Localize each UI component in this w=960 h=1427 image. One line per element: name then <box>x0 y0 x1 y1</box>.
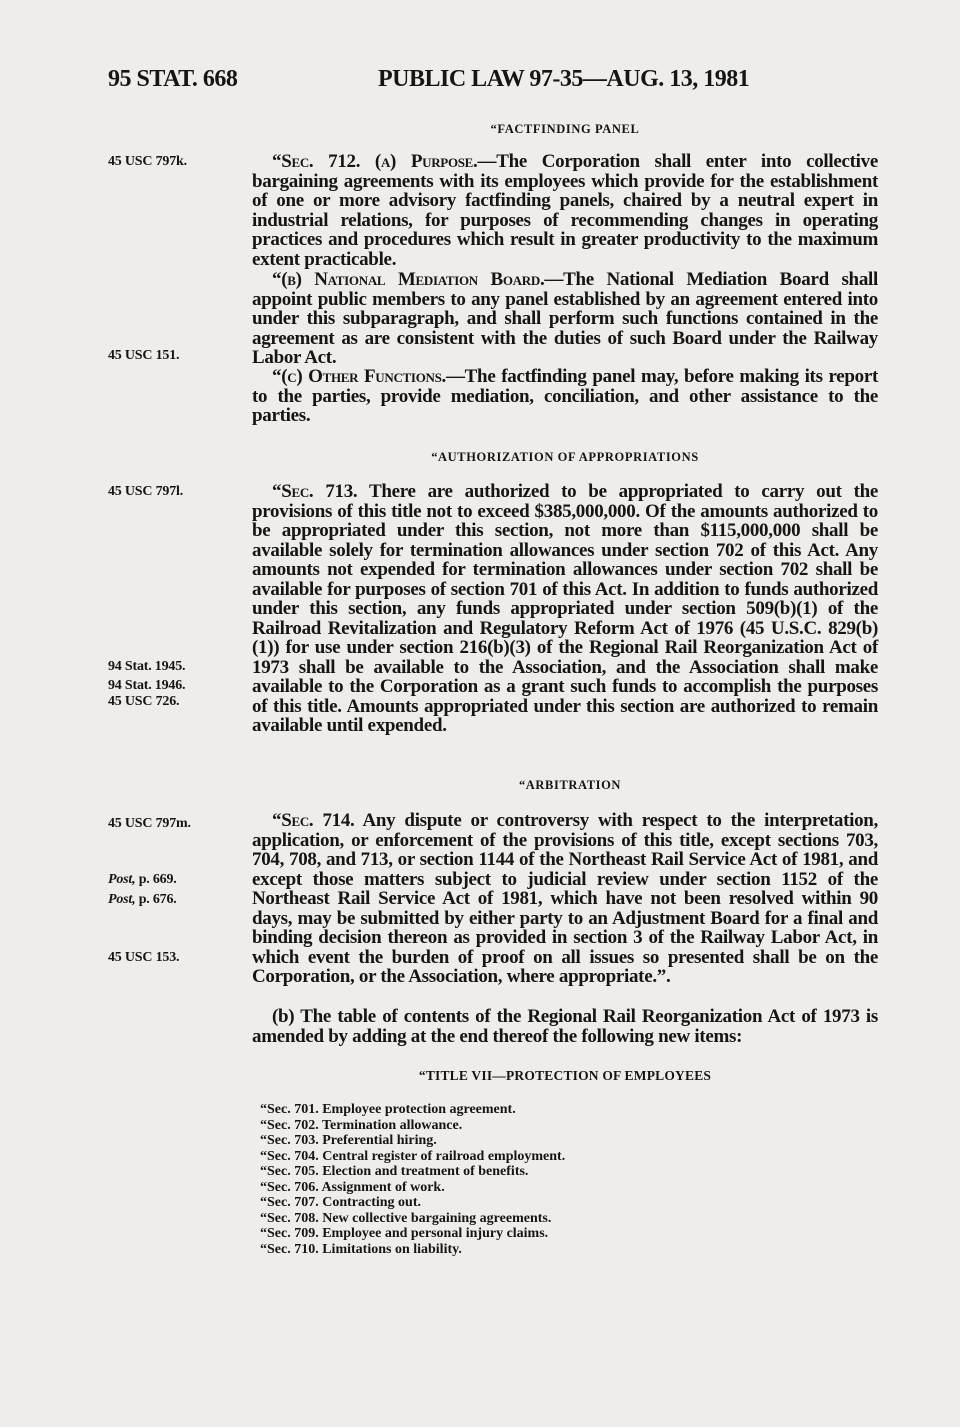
margin-note-94stat1945: 94 Stat. 1945. <box>108 659 186 674</box>
toc-item: “Sec. 707. Contracting out. <box>260 1195 421 1210</box>
section-712-b-text: —The National Mediation Board shall appoint public members to any panel established by an agreement entered into under this subparagraph, and shall perform such functions contained in the agreement as are consistent with the duties of such Board under the Railway Labor Act. <box>252 269 878 368</box>
toc-item: “Sec. 706. Assignment of work. <box>260 1179 445 1195</box>
toc-list <box>260 1102 565 1257</box>
margin-note-45usc726: 45 USC 726. <box>108 694 180 709</box>
section-714 <box>252 811 878 987</box>
section-712-b-lead: “(b) National Mediation Board. <box>272 269 545 290</box>
heading-factfinding-panel: “FACTFINDING PANEL <box>490 122 640 136</box>
section-714-text: 714. Any dispute or controversy with respect to the interpretation, application, or enforcement of the provisions of this title, except sections 703, 704, 708, and 713, or section 1144 of the Northeast Rail Service Act of 1981, and except those matters subject to judicial review under section 1152 of the Northeast Rail Service Act of 1981, which have not been resolved within 90 days, may be submitted by either party to an Adjustment Board for a final and binding decision thereon as provided in section 3 of the Railway Labor Act, in which event the burden of proof on all issues so presented shall be on the Corporation, or the Association, where appropriate.”. <box>252 810 878 987</box>
margin-note-45usc797l: 45 USC 797l. <box>108 484 183 499</box>
section-713-lead: “Sec. <box>272 481 314 502</box>
post-label: Post, <box>108 892 136 907</box>
section-712-b <box>252 270 878 368</box>
margin-note-post-676 <box>108 892 177 908</box>
toc-item: “Sec. 704. Central register of railroad employment. <box>260 1148 566 1164</box>
post-page: p. 669. <box>135 872 177 887</box>
section-713-text: 713. There are authorized to be appropriated to carry out the provisions of this title not to exceed $385,000,000. Of the amounts authorized to be appropriated under this section, not more than $115,000,000 shall be available solely for termination allowances under section 702 of this Act. Any amounts not expended for termination allowances under section 702 shall be available for purposes of section 701 of this Act. In addition to funds authorized under this section, any funds appropriated under section 509(b)(1) of the Railroad Revitalization and Regulatory Reform Act of 1976 (45 U.S.C. 829(b)(1)) for use under section 216(b)(3) of the Regional Rail Reorganization Act of 1973 shall be available to the Association, and the Association shall make available to the Corporation as a grant such funds to accomplish the purposes of this title. Amounts appropriated under this section are authorized to remain available until expended. <box>252 481 878 736</box>
margin-note-45usc797m: 45 USC 797m. <box>108 816 191 831</box>
toc-item: “Sec. 708. New collective bargaining agreements. <box>260 1210 552 1226</box>
margin-note-post-669 <box>108 872 177 888</box>
section-712-a-lead: “Sec. 712. (a) Purpose. <box>272 151 478 172</box>
heading-arbitration: “ARBITRATION <box>518 778 622 792</box>
toc-item: “Sec. 702. Termination allowance. <box>260 1117 463 1133</box>
section-712-a <box>252 152 878 269</box>
section-712-c <box>252 367 878 426</box>
section-712-c-lead: “(c) Other Functions. <box>272 366 446 387</box>
stat-page-number: 95 STAT. 668 <box>108 66 238 92</box>
toc-item: “Sec. 709. Employee and personal injury claims. <box>260 1226 549 1241</box>
margin-note-94stat1946: 94 Stat. 1946. <box>108 678 186 693</box>
section-712-c-text: —The factfinding panel may, before making its report to the parties, provide mediation, conciliation, and other assistance to the parties. <box>252 366 878 426</box>
toc-item: “Sec. 701. Employee protection agreement. <box>260 1102 516 1117</box>
toc-item: “Sec. 703. Preferential hiring. <box>260 1133 437 1148</box>
post-page: p. 676. <box>135 892 177 907</box>
margin-note-45usc151: 45 USC 151. <box>108 348 180 363</box>
toc-item: “Sec. 705. Election and treatment of benefits. <box>260 1164 529 1179</box>
section-712-a-text: —The Corporation shall enter into collective bargaining agreements with its employees which provide for the establishment of one or more advisory factfinding panels, chaired by a neutral expert in industrial relations, for purposes of recommending changes in operating practices and procedures which result in greater productivity to the maximum extent practicable. <box>252 151 878 270</box>
margin-note-45usc797k: 45 USC 797k. <box>108 154 187 169</box>
paragraph-b-table-of-contents: (b) The table of contents of the Regional Rail Reorganization Act of 1973 is amended by adding at the end thereof the following new items: <box>252 1006 878 1047</box>
law-title: PUBLIC LAW 97-35—AUG. 13, 1981 <box>378 66 750 92</box>
toc-title: “TITLE VII—PROTECTION OF EMPLOYEES <box>418 1068 712 1083</box>
section-714-lead: “Sec. <box>272 810 314 831</box>
post-label: Post, <box>108 872 136 887</box>
section-713 <box>252 482 878 736</box>
heading-authorization-of-appropriations: “AUTHORIZATION OF APPROPRIATIONS <box>431 450 699 464</box>
toc-item: “Sec. 710. Limitations on liability. <box>260 1241 462 1257</box>
margin-note-45usc153: 45 USC 153. <box>108 950 180 965</box>
